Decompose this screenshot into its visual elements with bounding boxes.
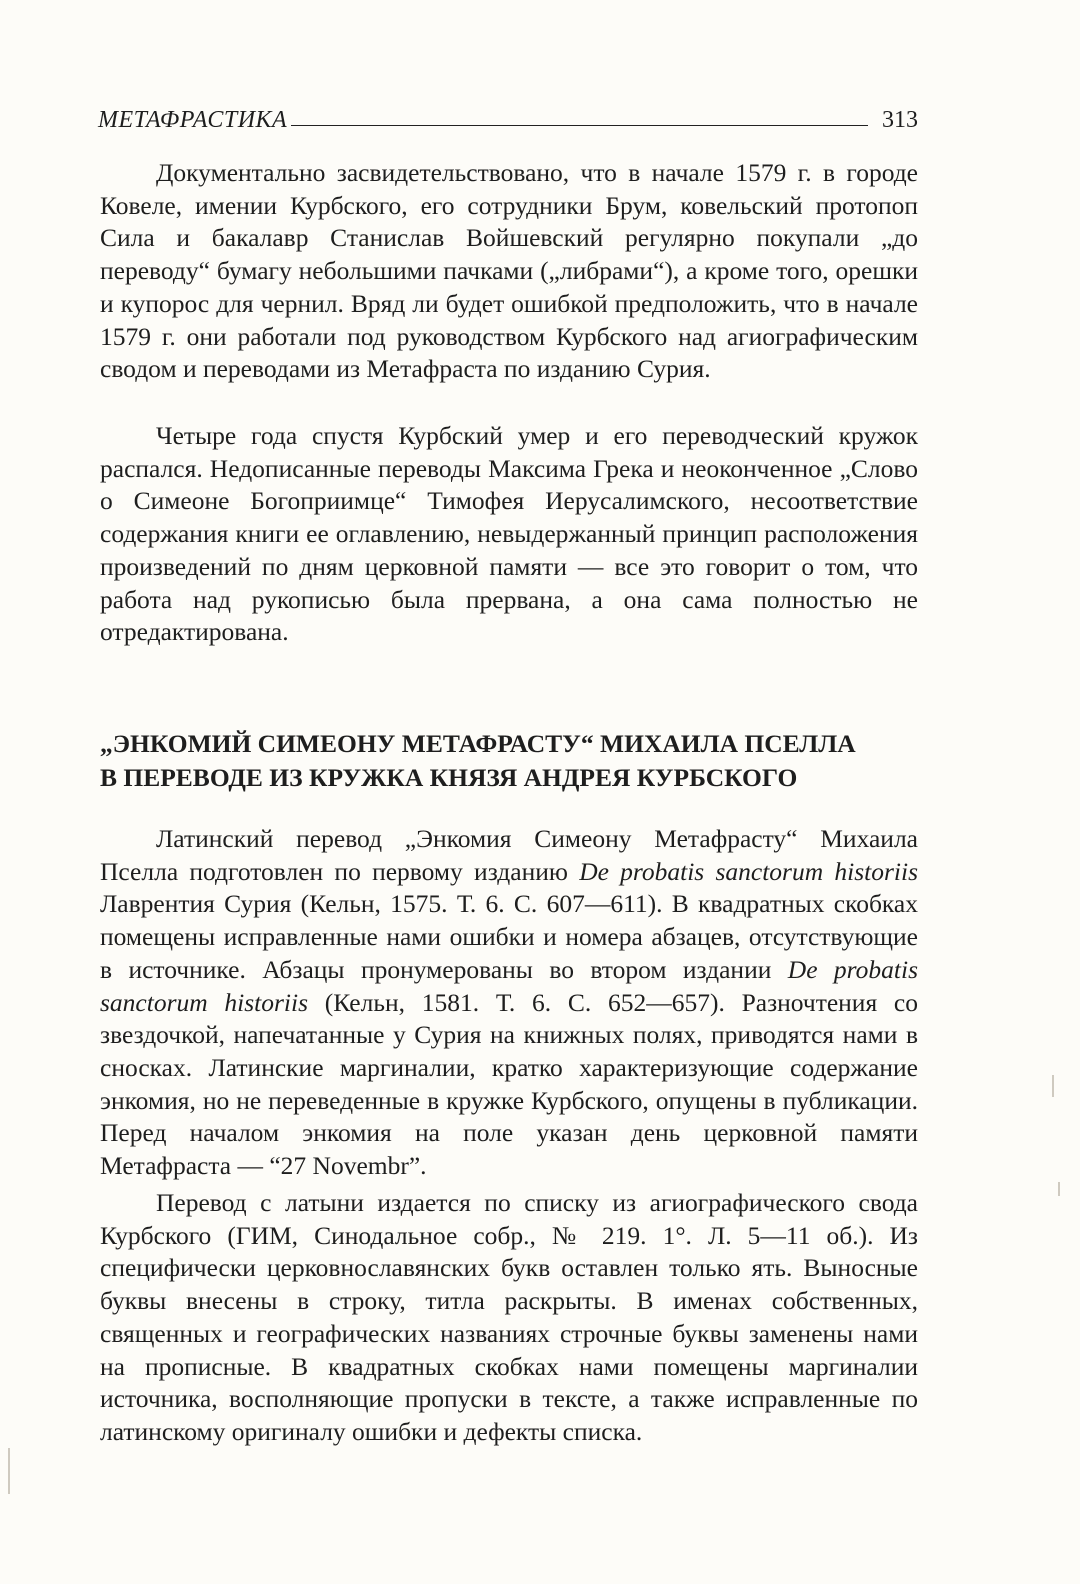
scan-margin-mark [8,1448,10,1494]
paragraph-4 [100,1187,918,1449]
paragraph-4-text: Перевод с латыни издается по списку из агиографического свода Курбского (ГИМ, Синодальное собр., № 219. 1°. Л. 5—11 об.). Из специфически церковнославянских букв оставлен только ять. Выносные буквы внесены в строку, титла раскрыты. В именах собственных, священных и географических названиях строчные буквы заменены нами на прописные. В квадратных скобках нами помещены маргиналии источника, восполняющие пропуски в тексте, а также исправленные по латинскому оригиналу ошибки и дефекты списка. [100,1188,918,1446]
page-number: 313 [882,107,918,133]
header-rule [291,125,868,126]
scan-margin-mark [1052,1075,1054,1097]
paragraph-3-part-2: Лаврентия Сурия (Кельн, 1575. Т. 6. С. 607—611). В квадратных скобках помещены исправленные нами ошибки и номера абзацев, отсутствующие в источнике. Абзацы пронумерованы во втором издании [100,889,918,984]
paragraph-2 [100,420,918,649]
paragraph-3 [100,823,918,1183]
paragraph-3-italic-title-1: De probatis sanctorum historiis [579,856,918,886]
scan-margin-mark [1058,1182,1060,1196]
paragraph-3-part-3: (Кельн, 1581. Т. 6. С. 652—657). Разночтения со звездочкой, напечатанные у Сурия на книжных полях, приводятся нами в сносках. Латинские маргиналии, кратко характеризующие содержание энкомия, но не переведенные в кружке Курбского, опущены в публикации. Перед началом энкомия на поле указан день церковной памяти Метафраста — “27 Novembr”. [100,987,918,1181]
paragraph-3-text [100,823,918,1183]
paragraph-2-text: Четыре года спустя Курбский умер и его переводческий кружок распался. Недописанные переводы Максима Грека и неоконченное „Слово о Симеоне Богоприимце“ Тимофея Иерусалимского, несоответствие содержания книги ее оглавлению, невыдержанный принцип расположения произведений по дням церковной памяти — все это говорит о том, что работа над рукописью была прервана, а она сама полностью не отредактирована. [100,421,918,647]
paragraph-1-text: Документально засвидетельствовано, что в начале 1579 г. в городе Ковеле, имении Курбского, его сотрудники Брум, ковельский протопоп Сила и бакалавр Станислав Войшевский регулярно покупали „до переводу“ бумагу небольшими пачками („либрами“), а кроме того, орешки и купорос для чернил. Вряд ли будет ошибкой предположить, что в начале 1579 г. они работали под руководством Курбского над агиографическим сводом и переводами из Метафраста по изданию Сурия. [100,158,918,384]
section-heading-line-2: В ПЕРЕВОДЕ ИЗ КРУЖКА КНЯЗЯ АНДРЕЯ КУРБСКОГО [100,763,798,792]
paragraph-1 [100,157,918,386]
paragraph-3-part-1: Латинский перевод „Энкомия Симеону Метафрасту“ Михаила Пселла подготовлен по первому изданию [100,824,918,886]
paragraph-3-italic-title-2: De probatis sanctorum historiis [100,954,918,1017]
page-header [98,100,918,134]
running-title: МЕТАФРАСТИКА [98,107,288,133]
section-heading-line-1: „ЭНКОМИЙ СИМЕОНУ МЕТАФРАСТУ“ МИХАИЛА ПСЕЛЛА [100,729,856,758]
section-heading [100,727,918,795]
